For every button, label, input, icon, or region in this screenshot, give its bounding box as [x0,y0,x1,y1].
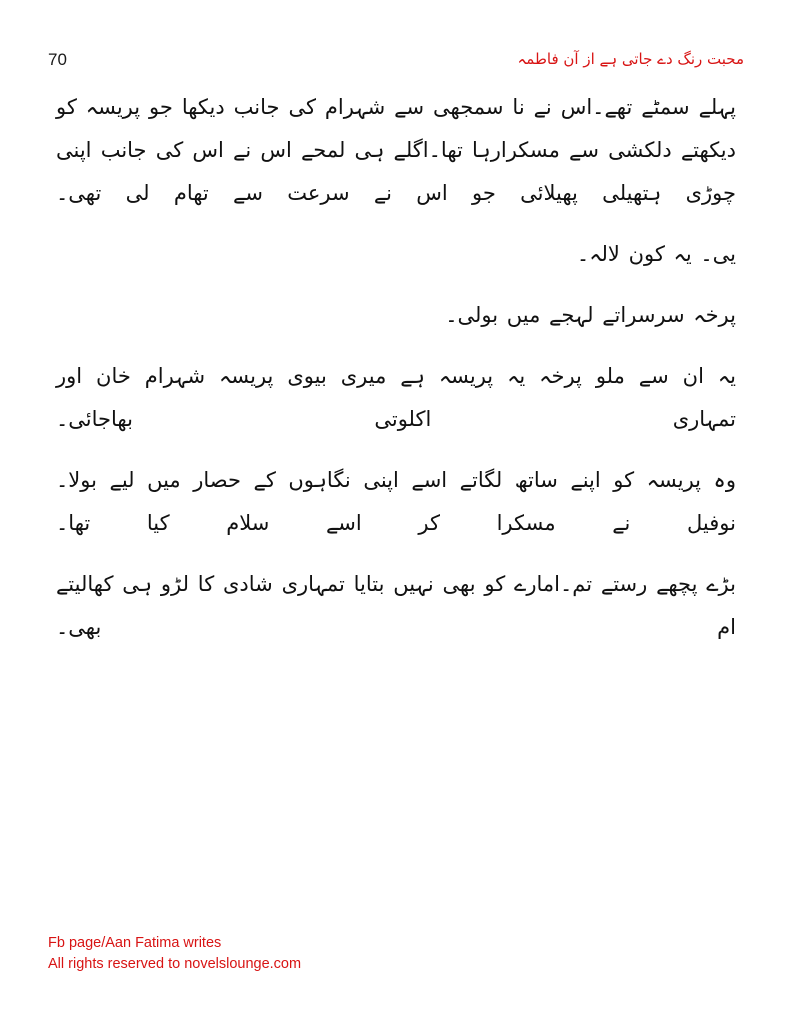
body-paragraph: پہلے سمٹے تھے۔اس نے نا سمجھی سے شہرام کی جانب دیکھا جو پریسہ کو دیکھتے دلکشی سے مسکرارہا تھا۔اگلے ہی لمحے اس نے اس کی جانب اپنی چوڑی ہتھیلی پھیلائی جو اس نے سرعت سے تھام لی تھی۔ [56,95,736,206]
book-title: محبت رنگ دے جاتی ہے از آن فاطمہ [517,50,744,68]
page-footer [48,933,301,977]
body-paragraph: بڑے پچھے رستے تم۔امارے کو بھی نہیں بتایا تمہاری شادی کا لڑو ہی کھالیتے ام بھی۔ [56,572,736,640]
page-header [48,44,744,74]
footer-rights: All rights reserved to novelslounge.com [48,956,302,973]
page-number: 70 [48,49,67,69]
body-paragraph: وہ پریسہ کو اپنے ساتھ لگاتے اسے اپنی نگاہوں کے حصار میں لیے بولا۔ نوفیل نے مسکرا کر اسے سلام کیا تھا۔ [56,468,736,536]
page-body [56,86,736,668]
body-paragraph: پرخہ سرسراتے لہجے میں بولی۔ [445,303,736,328]
body-paragraph: یی۔ یہ کون لالہ۔ [576,242,736,267]
body-paragraph: یہ ان سے ملو پرخہ یہ پریسہ ہے میری بیوی پریسہ شہرام خان اور تمہاری اکلوتی بھاجائی۔ [56,364,736,432]
footer-fb-page: Fb page/Aan Fatima writes [48,934,222,951]
